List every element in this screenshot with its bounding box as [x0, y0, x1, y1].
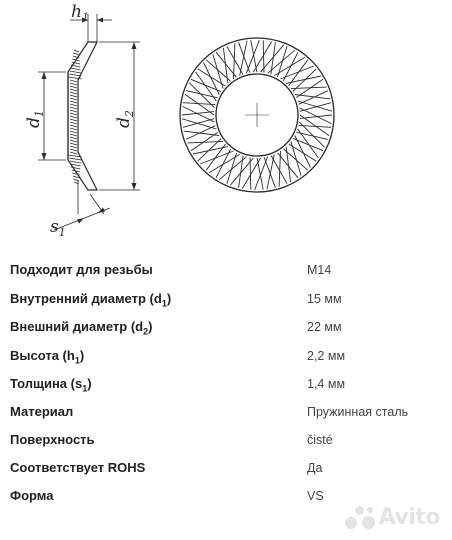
spec-value: 22 мм — [307, 320, 342, 334]
spec-value: M14 — [307, 263, 332, 277]
side-serration-line — [70, 131, 77, 133]
side-serration-line — [74, 50, 79, 52]
side-serrations — [69, 50, 82, 184]
spec-row-inner-diameter — [0, 286, 452, 314]
spec-label: Поверхность — [10, 432, 95, 447]
serration-line — [206, 60, 230, 81]
spec-value: Пружинная сталь — [307, 405, 409, 419]
side-serration-line — [70, 113, 77, 115]
d2-label: $d_2$ — [114, 110, 136, 128]
serration-line — [300, 103, 331, 112]
side-serration-line — [70, 116, 77, 118]
h1-label: $h_1$ — [71, 2, 89, 24]
serration-line — [271, 42, 276, 74]
spec-label: Подходит для резьбы — [10, 262, 153, 277]
side-serration-line — [72, 173, 80, 175]
spec-label: Форма — [10, 488, 54, 503]
spec-value: 1,4 мм — [307, 377, 346, 391]
spec-value: Да — [307, 461, 323, 475]
side-serration-line — [70, 107, 77, 109]
side-serration-line — [70, 89, 77, 91]
serration-line — [239, 156, 244, 188]
spec-row-material — [0, 399, 452, 427]
serration-line — [251, 40, 257, 72]
serration-line — [289, 60, 308, 86]
serration-line — [264, 157, 275, 187]
side-serration-line — [70, 134, 77, 136]
avito-logo-icon — [345, 504, 375, 530]
side-serration-line — [70, 128, 77, 130]
side-serration-line — [70, 92, 77, 94]
side-serration-line — [70, 137, 77, 139]
spec-row-height — [0, 343, 452, 371]
spec-label: Материал — [10, 404, 74, 419]
side-serration-line — [70, 95, 77, 97]
spec-label: Соответствует ROHS — [10, 460, 146, 475]
side-serration-line — [70, 152, 77, 154]
spec-row-thread — [0, 257, 452, 285]
spec-row-surface — [0, 427, 452, 455]
serration-line — [257, 158, 263, 190]
spec-label: Высота $(h_1)$ — [10, 348, 85, 366]
spec-label: Внутренний диаметр $(d_1)$ — [10, 291, 172, 309]
side-serration-line — [70, 146, 77, 148]
serration-line — [206, 144, 225, 170]
side-serration-line — [70, 80, 77, 82]
spec-value: VS — [307, 489, 324, 503]
serration-line — [284, 149, 308, 170]
avito-watermark — [345, 504, 440, 530]
side-serration-line — [70, 98, 77, 100]
side-serration-line — [70, 119, 77, 121]
side-serration-line — [70, 143, 77, 145]
serration-line — [296, 132, 328, 139]
spec-value: 2,2 мм — [307, 349, 346, 363]
side-serration-line — [71, 167, 80, 169]
avito-watermark-text: Avito — [378, 504, 440, 530]
side-serration-line — [73, 53, 79, 55]
spec-value: čisté — [307, 433, 333, 447]
side-serration-line — [70, 140, 77, 142]
serration-line — [293, 138, 323, 150]
side-serration-line — [70, 101, 77, 103]
technical-drawing — [0, 0, 452, 245]
side-serration-line — [70, 68, 80, 70]
side-serration-line — [70, 86, 77, 88]
spec-value: 15 мм — [307, 292, 342, 306]
side-serration-line — [70, 125, 77, 127]
washer-drawing-svg — [0, 0, 452, 245]
serration-line — [239, 42, 250, 72]
side-serration-line — [70, 104, 77, 106]
side-serration-line — [70, 110, 77, 112]
spec-row-thickness — [0, 371, 452, 399]
side-serration-line — [70, 149, 77, 151]
spec-row-outer-diameter — [0, 314, 452, 342]
side-serration-line — [70, 71, 81, 73]
d1-label: $d_1$ — [24, 110, 46, 128]
serration-line — [183, 119, 214, 128]
side-serration-line — [69, 74, 81, 76]
serration-line — [263, 40, 264, 72]
side-serration-line — [69, 158, 81, 160]
side-serration-line — [70, 161, 81, 163]
spec-label: Внешний диаметр $(d_2)$ — [10, 319, 153, 337]
serration-line — [186, 91, 218, 98]
side-serration-line — [70, 83, 77, 85]
serration-line — [191, 79, 221, 91]
washer-front-view — [180, 38, 334, 192]
serration-line — [250, 157, 251, 189]
washer-side-outline — [68, 42, 97, 190]
side-serration-line — [70, 122, 77, 124]
spec-row-rohs — [0, 455, 452, 483]
s1-label: $s_1$ — [50, 217, 66, 239]
spec-label: Толщина $(s_1)$ — [10, 376, 92, 394]
